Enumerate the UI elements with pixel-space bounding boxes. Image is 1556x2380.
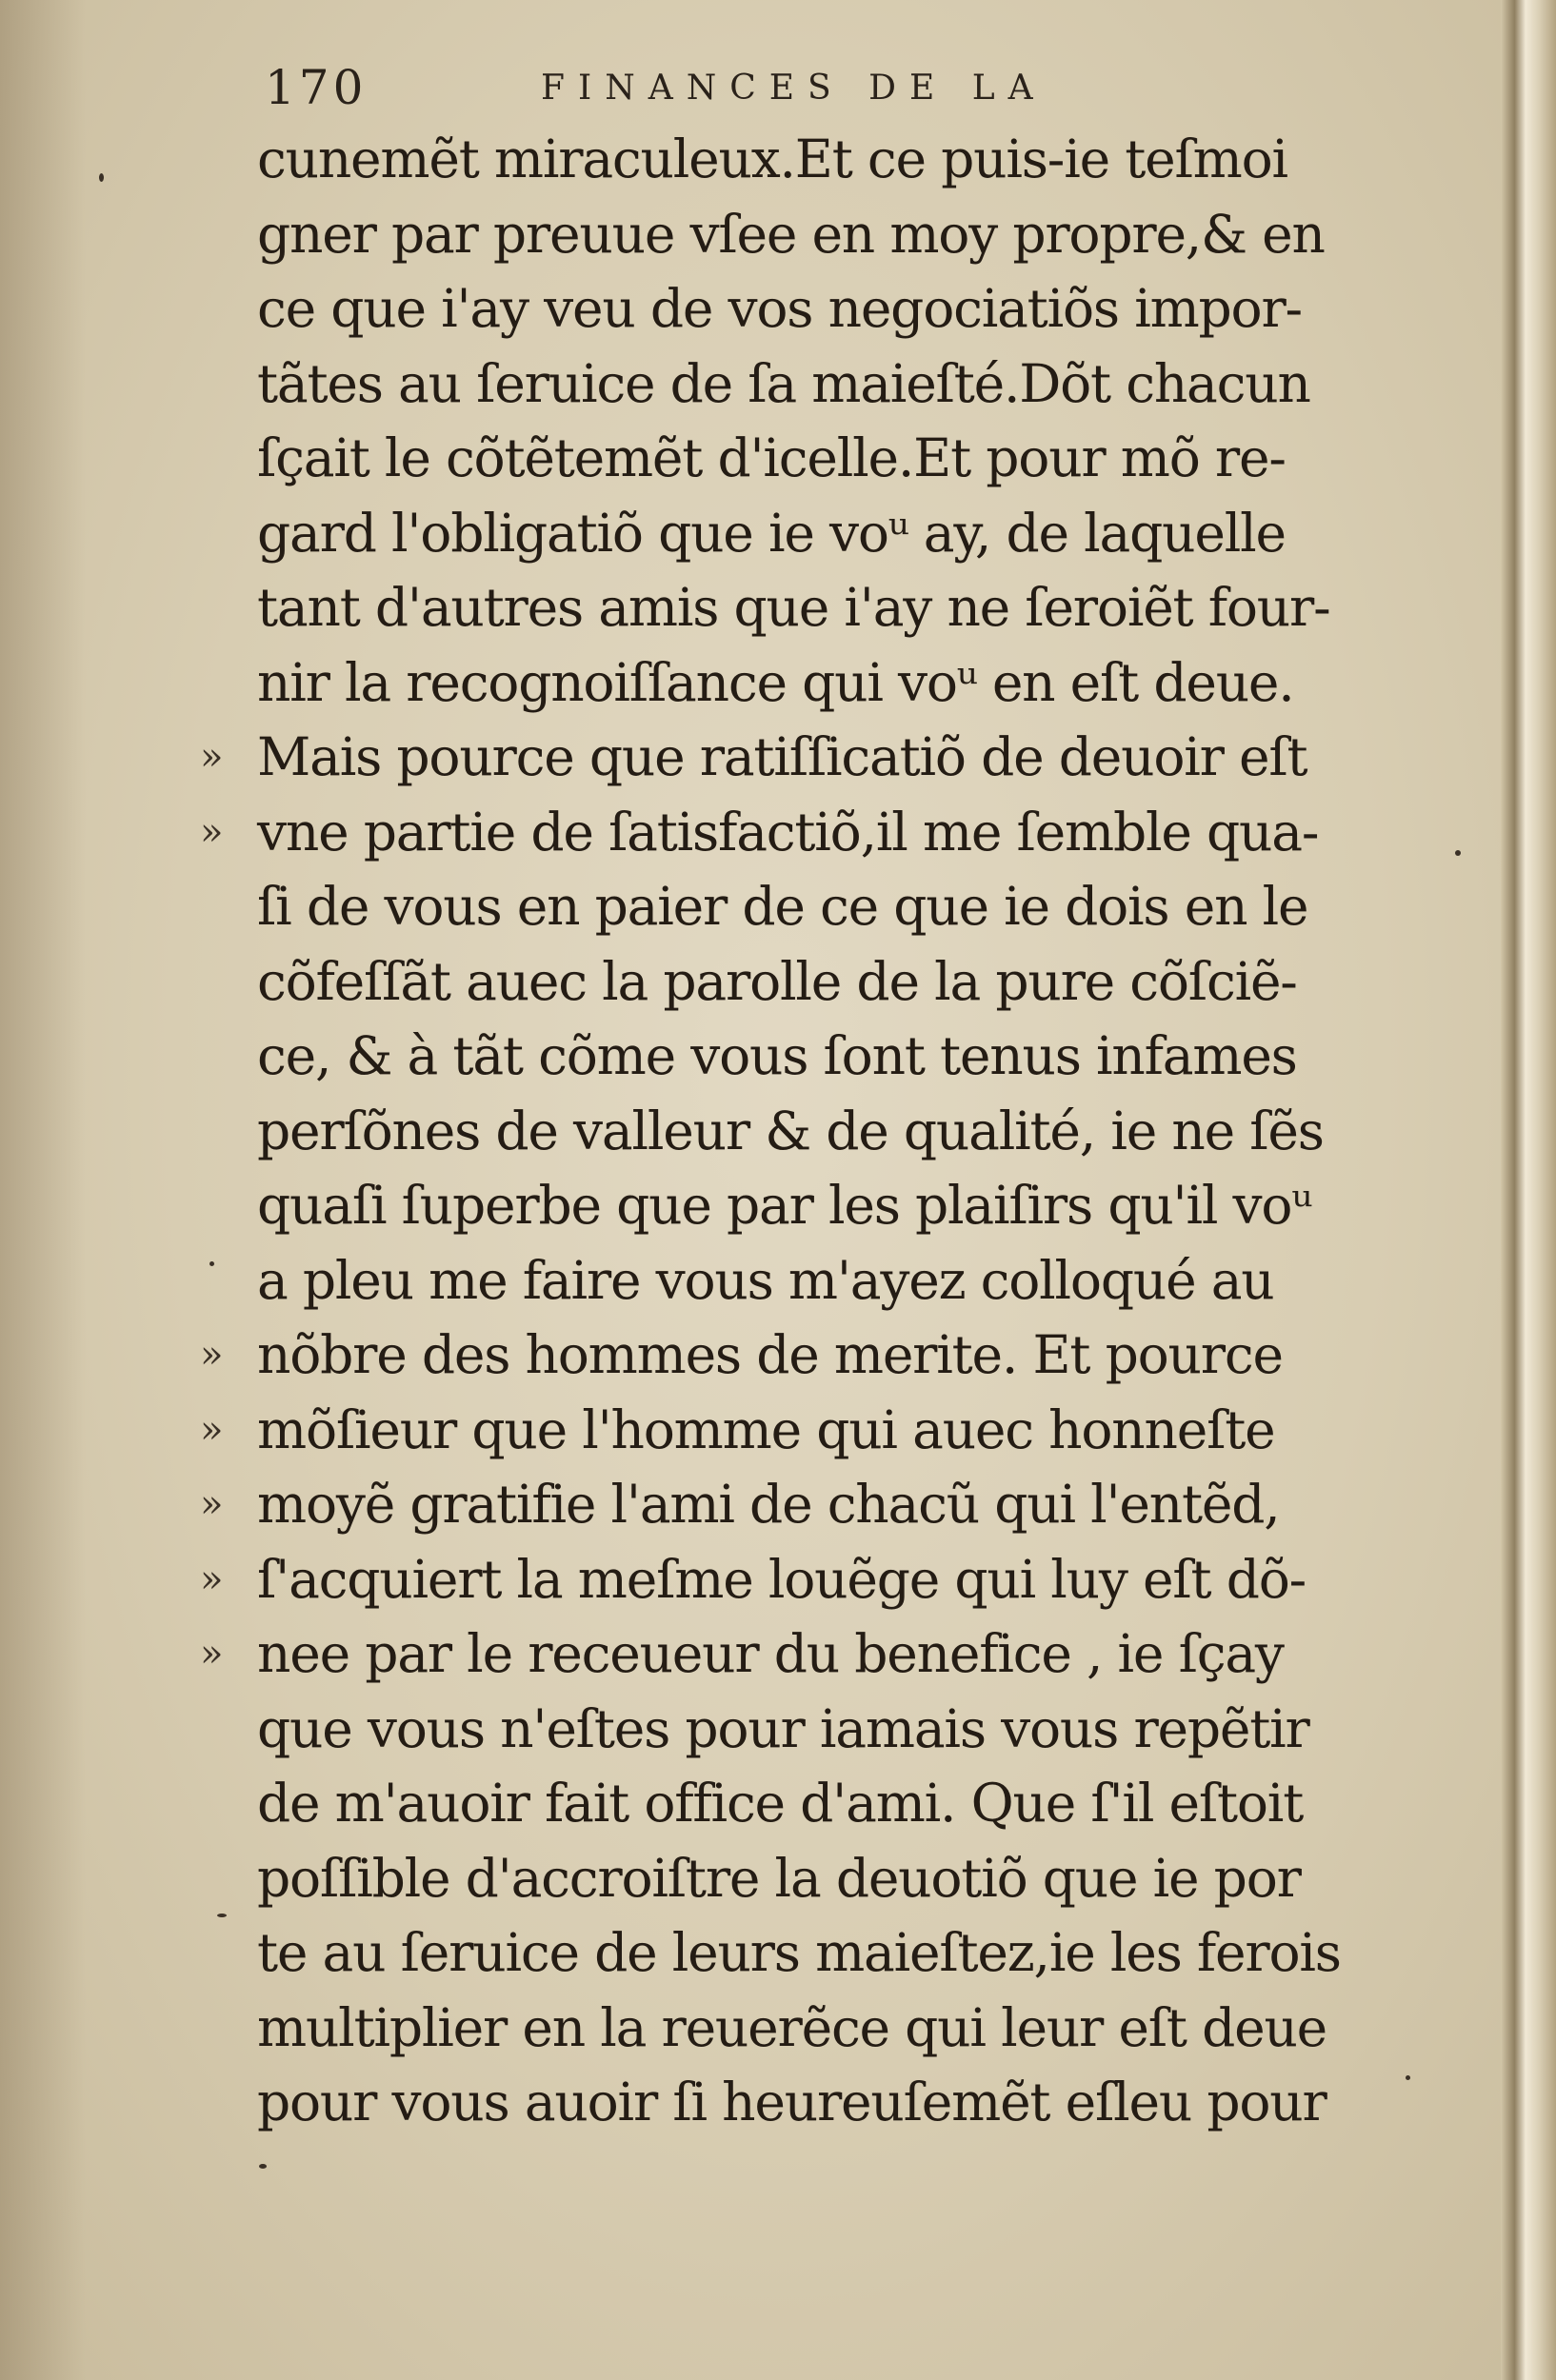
marginal-quote-mark: » [200,1557,223,1601]
page-number: 170 [265,60,368,115]
line-text: vne partie de ſatisfactiõ,il me ſemble qua- [257,801,1319,863]
text-line [257,1991,1381,2066]
text-line [200,1542,1381,1617]
line-text: te au ſeruice de leurs maieſtez,ie les ferois [257,1922,1341,1983]
line-text: de m'auoir fait office d'ami. Que ſ'il eſtoit [257,1773,1304,1834]
line-text: que vous n'eſtes pour iamais vous repẽtir [257,1697,1309,1759]
line-text: perſõnes de valleur & de qualité, ie ne ſẽs [257,1100,1324,1161]
line-text: cunemẽt miraculeux.Et ce puis-ie teſmoi [257,129,1287,189]
line-text: ce que i'ay veu de vos negociatiõs impor- [257,278,1302,339]
line-text: moyẽ gratifie l'ami de chacũ qui l'entẽd, [257,1474,1280,1535]
marginal-quote-mark: » [200,1482,223,1526]
text-line [257,869,1381,944]
running-head [265,59,1407,116]
text-line [200,1393,1381,1468]
line-text: gard l'obligatiõ que ie voᵘ ay, de laquelle [257,502,1286,564]
line-text: nõbre des hommes de merite. Et pource [257,1324,1283,1385]
ink-speck [99,173,104,182]
marginal-quote-mark: » [200,1407,223,1452]
text-line [200,795,1381,870]
text-line [257,197,1381,272]
ink-speck [1406,2075,1410,2080]
line-text: multiplier en la reuerẽce qui leur eſt deue [257,1996,1327,2058]
text-line [200,720,1381,795]
text-line [200,1616,1381,1692]
text-line [257,1841,1381,1916]
line-text: a pleu me faire vous m'ayez colloqué au [257,1249,1274,1311]
ink-speck [1455,850,1461,856]
line-text: ce, & à tãt cõme vous ſont tenus infames [257,1025,1297,1086]
text-line [257,271,1381,347]
text-line [257,421,1381,496]
page-gutter [1501,0,1556,2380]
text-line [257,1094,1381,1169]
running-title: FINANCES DE LA [541,69,1047,108]
text-line [200,1467,1381,1542]
text-line [257,347,1381,422]
line-text: pour vous auoir ſi heureuſemẽt eſleu pour [257,2072,1327,2132]
text-line [257,1243,1381,1319]
line-text: ſçait le cõtẽtemẽt d'icelle.Et pour mõ re- [257,427,1286,488]
line-text: cõfeſſãt auec la parolle de la pure cõſciẽ- [257,950,1297,1012]
line-text: tant d'autres amis que i'ay ne ſeroiẽt four- [257,577,1330,638]
text-line [257,1168,1381,1243]
ink-speck [259,2164,267,2169]
line-text: nir la recognoiſſance qui voᵘ en eſt deue. [257,651,1294,713]
text-line [257,570,1381,645]
ink-speck [217,1914,227,1917]
text-line [257,1692,1381,1767]
text-line [257,2065,1381,2140]
line-text: quaſi ſuperbe que par les plaiſirs qu'il voᵘ [257,1175,1312,1236]
marginal-quote-mark: » [200,1632,223,1676]
text-line [257,1766,1381,1841]
text-line [257,1915,1381,1991]
line-text: mõſieur que l'homme qui auec honneſte [257,1398,1275,1460]
ink-speck [209,1261,214,1266]
line-text: ſ'acquiert la meſme louẽge qui luy eſt dõ- [257,1548,1307,1610]
line-text: nee par le receueur du benefice , ie ſçay [257,1623,1284,1684]
line-text: ſi de vous en paier de ce que ie dois en le [257,876,1308,937]
text-line [257,496,1381,571]
text-line [257,1019,1381,1094]
body-text [200,122,1381,2140]
marginal-quote-mark: » [200,1333,223,1377]
marginal-quote-mark: » [200,735,223,779]
line-text: gner par preuue vſee en moy propre,& en [257,203,1325,265]
marginal-quote-mark: » [200,809,223,854]
text-line [257,645,1381,721]
line-text: Mais pource que ratiſſicatiõ de deuoir eſt [257,726,1307,787]
line-text: poſſible d'accroiſtre la deuotiõ que ie por [257,1847,1301,1909]
text-line [200,1318,1381,1393]
line-text: tãtes au ſeruice de ſa maieſté.Dõt chacun [257,352,1310,414]
text-line [257,944,1381,1020]
text-line [257,122,1381,197]
